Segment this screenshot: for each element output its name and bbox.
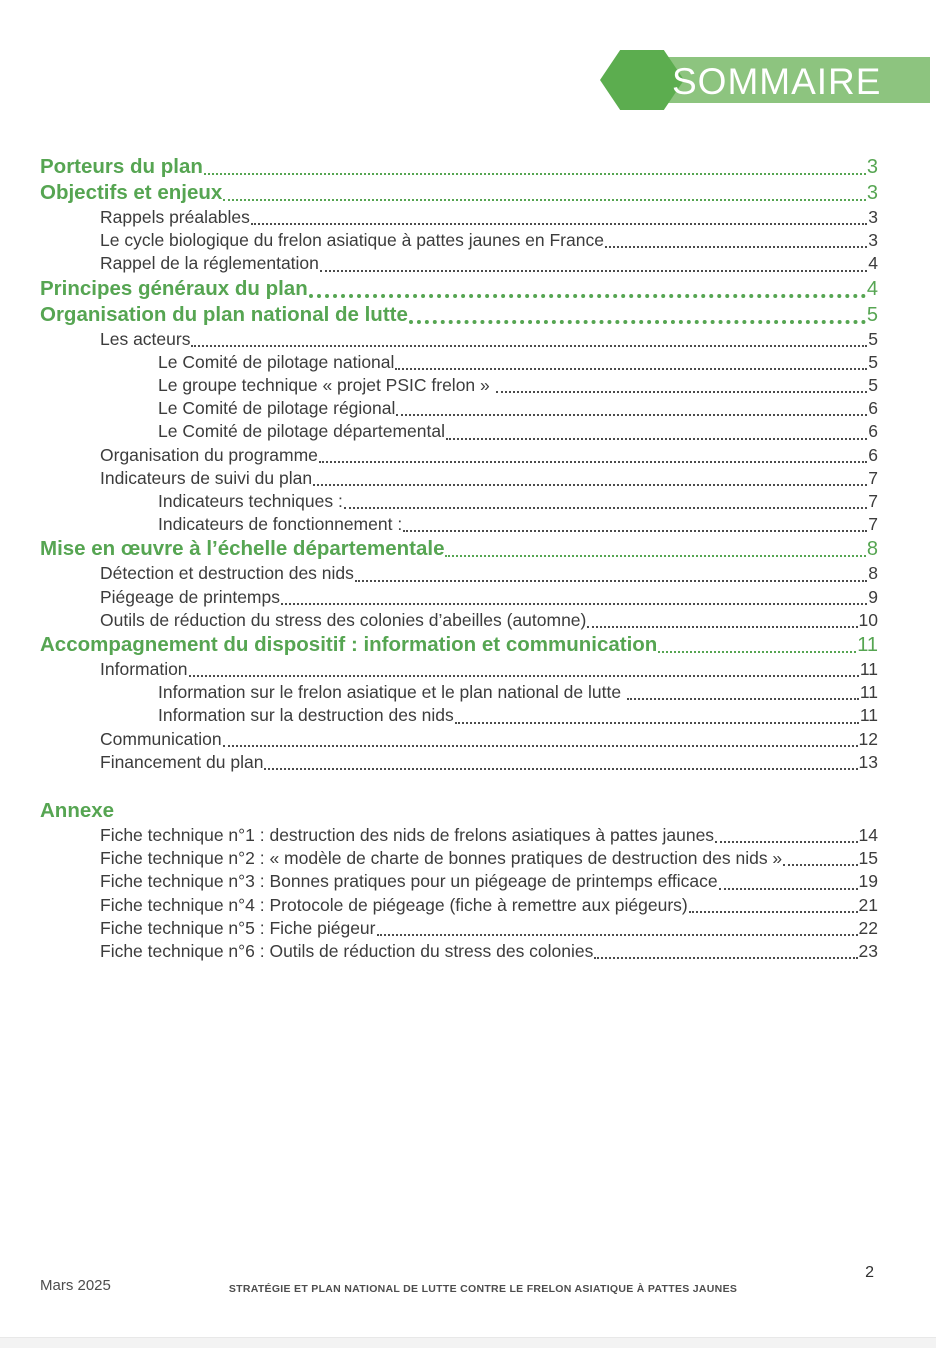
toc-page-number: 3 <box>868 230 878 251</box>
toc-entry[interactable] <box>40 154 878 180</box>
toc-page-number: 12 <box>858 728 878 749</box>
toc-entry[interactable] <box>40 490 878 513</box>
toc-entry-label: Accompagnement du dispositif : information et communication <box>40 633 658 657</box>
toc-entry-label: Le Comité de pilotage national <box>158 351 395 372</box>
toc-page-number: 9 <box>868 586 878 607</box>
toc-leader-dots <box>627 698 859 700</box>
toc-entry-label: Rappel de la réglementation <box>100 253 319 274</box>
toc-leader-dots <box>344 507 867 509</box>
toc-entry-label: Information sur le frelon asiatique et le plan national de lutte <box>158 682 626 703</box>
toc-entry-label: Fiche technique n°6 : Outils de réduction du stress des colonies <box>100 941 594 962</box>
bottom-strip <box>0 1337 936 1348</box>
toc-entry-label: Organisation du programme <box>100 444 318 465</box>
toc-leader-dots <box>587 626 857 628</box>
toc-entry[interactable] <box>40 328 878 351</box>
toc-entry[interactable] <box>40 894 878 917</box>
toc-entry-label: Fiche technique n°2 : « modèle de charte de bonnes pratiques de destruction des nids » <box>100 848 783 869</box>
toc-leader-dots <box>403 530 867 532</box>
toc-entry-label: Piégeage de printemps <box>100 586 280 607</box>
toc-entry-label: Information <box>100 659 188 680</box>
toc-entry[interactable] <box>40 632 878 658</box>
toc-entry[interactable] <box>40 276 878 302</box>
toc-leader-dots <box>409 320 866 324</box>
toc-entry[interactable] <box>40 562 878 585</box>
toc-entry[interactable] <box>40 847 878 870</box>
toc-entry-label: Communication <box>100 728 222 749</box>
toc-entry-label: Mise en œuvre à l’échelle départementale <box>40 537 445 561</box>
footer-page-number: 2 <box>865 1264 874 1281</box>
toc-leader-dots <box>251 223 867 225</box>
toc-page-number: 23 <box>858 941 878 962</box>
toc-entry[interactable] <box>40 536 878 562</box>
toc-leader-dots <box>446 438 867 440</box>
toc-page-number: 8 <box>868 563 878 584</box>
toc-entry-label: Financement du plan <box>100 751 264 772</box>
toc-page-number: 8 <box>866 538 878 561</box>
toc-entry-label: Annexe <box>40 799 115 823</box>
toc-entry[interactable] <box>40 586 878 609</box>
toc-entry-label: Objectifs et enjeux <box>40 181 223 204</box>
toc-entry[interactable] <box>40 302 878 328</box>
toc-entry[interactable] <box>40 609 878 632</box>
toc-leader-dots <box>377 934 858 936</box>
toc-entry-label: Outils de réduction du stress des colonies d’abeilles (automne) <box>100 609 587 630</box>
toc-page-number: 3 <box>868 207 878 227</box>
toc-leader-dots <box>223 745 858 747</box>
toc-leader-dots <box>189 675 859 677</box>
toc-leader-dots <box>281 603 867 605</box>
toc-entry[interactable] <box>40 681 878 704</box>
toc-entry-label: Fiche technique n°1 : destruction des nids de frelons asiatiques à pattes jaunes <box>100 825 715 846</box>
toc-leader-dots <box>689 911 858 913</box>
toc-entry-label: Indicateurs techniques : <box>158 491 343 512</box>
toc-entry-label: Détection et destruction des nids <box>100 563 354 584</box>
toc-page-number: 6 <box>868 398 878 419</box>
toc-entry-label: Le groupe technique « projet PSIC frelon » <box>158 375 495 396</box>
toc-page-number: 22 <box>858 917 878 938</box>
toc-entry[interactable] <box>40 397 878 420</box>
toc-entry[interactable] <box>40 658 878 681</box>
toc-page-number: 4 <box>866 277 878 300</box>
toc-leader-dots <box>445 555 865 557</box>
toc-entry[interactable] <box>40 870 878 893</box>
toc-leader-dots <box>223 199 866 201</box>
toc-page-number: 11 <box>857 634 878 657</box>
toc-leader-dots <box>594 957 857 959</box>
toc-entry[interactable] <box>40 751 878 774</box>
toc-entry[interactable] <box>40 444 878 467</box>
toc-entry[interactable] <box>40 252 878 275</box>
toc-entry-label: Organisation du plan national de lutte <box>40 302 408 326</box>
toc-entry-label: Le Comité de pilotage régional <box>158 398 396 419</box>
toc-leader-dots <box>313 484 867 486</box>
toc-leader-dots <box>496 391 868 393</box>
toc-entry-label: Fiche technique n°4 : Protocole de piégeage (fiche à remettre aux piégeurs) <box>100 894 688 915</box>
toc-entry[interactable] <box>40 728 878 751</box>
toc-leader-dots <box>204 173 866 175</box>
toc-leader-dots <box>309 294 866 298</box>
toc-page-number: 10 <box>858 609 878 630</box>
toc-entry-label: Le cycle biologique du frelon asiatique à pattes jaunes en France <box>100 230 604 251</box>
toc-entry[interactable] <box>40 798 878 824</box>
toc-page-number: 5 <box>866 303 878 326</box>
toc-page-number: 6 <box>868 421 878 442</box>
toc-entry[interactable] <box>40 824 878 847</box>
toc-leader-dots <box>319 461 867 463</box>
footer-doc-title: STRATÉGIE ET PLAN NATIONAL DE LUTTE CONTRE LE FRELON ASIATIQUE À PATTES JAUNES <box>228 1283 738 1295</box>
toc-leader-dots <box>605 246 867 248</box>
toc-page-number: 7 <box>868 514 878 535</box>
toc-page-number: 3 <box>866 156 878 178</box>
toc-page-number: 5 <box>868 351 878 372</box>
toc-leader-dots <box>395 368 867 370</box>
toc-leader-dots <box>355 580 867 582</box>
toc-leader-dots <box>396 414 867 416</box>
toc-entry-label: Indicateurs de suivi du plan <box>100 467 313 488</box>
toc-entry[interactable] <box>40 467 878 490</box>
toc-leader-dots <box>719 888 858 890</box>
toc-leader-dots <box>715 841 857 843</box>
toc-entry[interactable] <box>40 180 878 206</box>
toc-entry[interactable] <box>40 351 878 374</box>
toc-entry[interactable] <box>40 420 878 443</box>
toc-page-number: 7 <box>868 491 878 512</box>
toc-leader-dots <box>455 722 859 724</box>
toc-entry[interactable] <box>40 513 878 536</box>
toc-entry-label: Le Comité de pilotage départemental <box>158 421 445 442</box>
toc-entry[interactable] <box>40 206 878 229</box>
toc-page-number: 14 <box>858 825 878 846</box>
toc-page-number: 15 <box>858 848 878 869</box>
toc-entry-label: Fiche technique n°3 : Bonnes pratiques pour un piégeage de printemps efficace <box>100 871 718 892</box>
toc-page-number: 11 <box>859 659 878 680</box>
toc-page-number: 7 <box>868 467 878 488</box>
toc-entry[interactable] <box>40 704 878 727</box>
toc-leader-dots <box>191 345 867 347</box>
toc-entry-label: Information sur la destruction des nids <box>158 705 454 726</box>
toc-page-number: 3 <box>866 182 878 204</box>
toc-entry-label: Rappels préalables <box>100 207 250 227</box>
toc-page-number: 11 <box>859 705 878 726</box>
toc-page-number: 19 <box>858 871 878 892</box>
footer-date: Mars 2025 <box>40 1277 111 1294</box>
toc-entry-label: Les acteurs <box>100 328 191 349</box>
toc-entry-label: Principes généraux du plan <box>40 276 308 300</box>
toc-list <box>40 154 878 963</box>
toc-page-number: 6 <box>868 444 878 465</box>
toc-entry-label: Fiche technique n°5 : Fiche piégeur <box>100 917 376 938</box>
toc-leader-dots <box>320 270 867 272</box>
toc-entry[interactable] <box>40 374 878 397</box>
toc-page-number: 21 <box>858 894 878 915</box>
toc-entry-label: Porteurs du plan <box>40 155 203 178</box>
toc-page-number: 5 <box>868 328 878 349</box>
page-title: SOMMAIRE <box>672 61 882 102</box>
toc-entry[interactable] <box>40 940 878 963</box>
toc-page-number: 11 <box>859 682 878 703</box>
toc-page-number: 13 <box>858 751 878 772</box>
toc-entry[interactable] <box>40 917 878 940</box>
toc-entry-label: Indicateurs de fonctionnement : <box>158 514 403 535</box>
toc-page-number: 5 <box>868 375 878 396</box>
toc-leader-dots <box>658 651 856 653</box>
toc-leader-dots <box>783 864 857 866</box>
toc-page-number: 4 <box>868 253 878 274</box>
toc-leader-dots <box>264 768 857 770</box>
toc-entry[interactable] <box>40 229 878 252</box>
